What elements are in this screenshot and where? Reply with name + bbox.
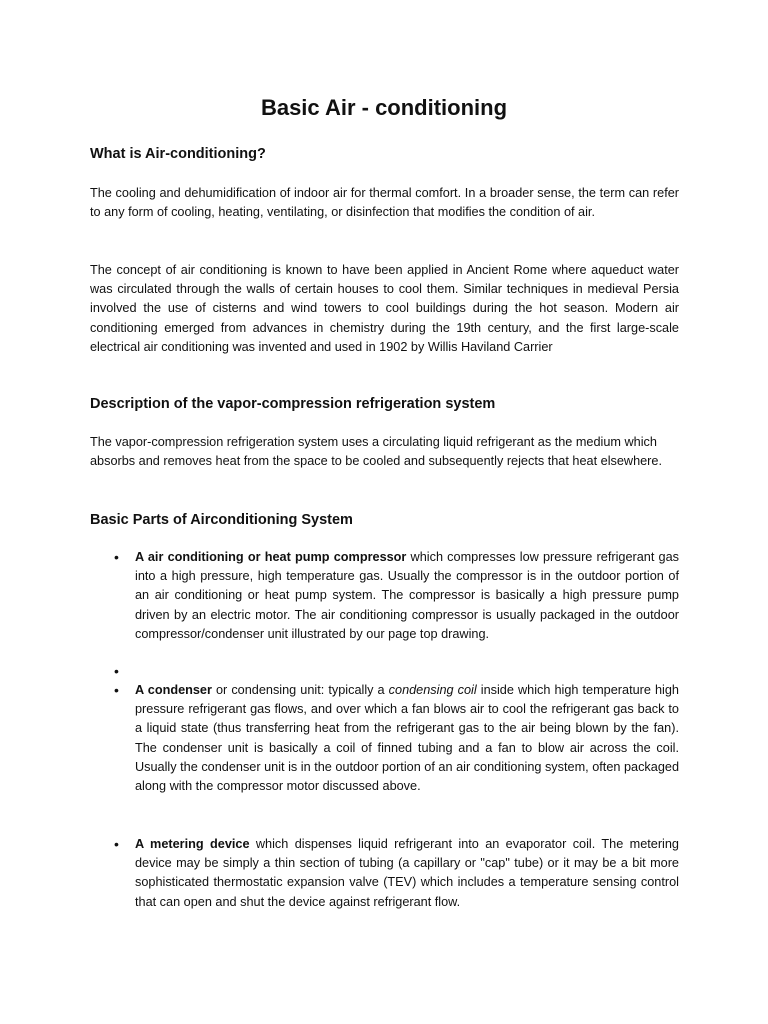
description: which dispenses liquid refrigerant into an evaporator coil. The metering device may be simply a thin section of tubing (a capillary or "cap" tube) or it may be a bit more sophisticated thermostatic expansion valve (TEV) which includes a temperature sensing control that can open and shut the device against refrigerant flow. [135,837,679,909]
description: or condensing unit: typically a [211,683,389,697]
list-item [135,548,679,644]
term: A air conditioning or heat pump compressor [135,550,407,564]
document-title: Basic Air - conditioning [260,95,508,120]
paragraph: The cooling and dehumidification of indoor air for thermal comfort. In a broader sense, the term can refer to any form of cooling, heating, ventilating, or disinfection that modifies the condition of air. [90,186,679,220]
description: inside which high temperature high pressure refrigerant gas flows, and over which a fan blows air to cool the refrigerant gas back to a liquid state (thus transferring heat from the refrigerant gas to the air being blown by the fan). The condenser unit is basically a coil of finned tubing and a fan to blow air across the coil. Usually the condenser unit is in the outdoor portion of an air conditioning system, often packaged along with the compressor motor discussed above. [135,683,679,794]
section-heading: Description of the vapor-compression refrigeration system [90,396,496,412]
paragraph: The concept of air conditioning is known to have been applied in Ancient Rome where aqueduct water was circulated through the walls of certain houses to cool them. Similar techniques in medieval Persia involved the use of cisterns and wind towers to cool buildings during the hot season. Modern air conditioning emerged from advances in chemistry during the 19th century, and the first large-scale electrical air conditioning was invented and used in 1902 by Willis Haviland Carrier [90,263,679,354]
bullet-marker: • [114,549,119,565]
term: A condenser [135,683,212,697]
term: A metering device [135,837,250,851]
emphasis: condensing coil [388,683,477,697]
description: which compresses low pressure refrigerant gas into a high pressure, high temperature gas. Usually the compressor is in the outdoor portion of an air conditioning or heat pump system. The compressor is basically a high pressure pump driven by an electric motor. The air conditioning compressor is usually packaged in the outdoor compressor/condenser unit illustrated by our page top drawing. [135,550,679,641]
paragraph: The vapor-compression refrigeration system uses a circulating liquid refrigerant as the medium which absorbs and removes heat from the space to be cooled and subsequently rejects that heat elsewhere. [90,435,662,469]
list-item [135,681,679,796]
section-heading: Basic Parts of Airconditioning System [90,512,353,528]
bullet-marker: • [114,663,119,679]
list-item [135,835,679,912]
bullet-marker: • [114,682,119,698]
section-heading: What is Air-conditioning? [90,146,266,162]
bullet-marker: • [114,836,119,852]
